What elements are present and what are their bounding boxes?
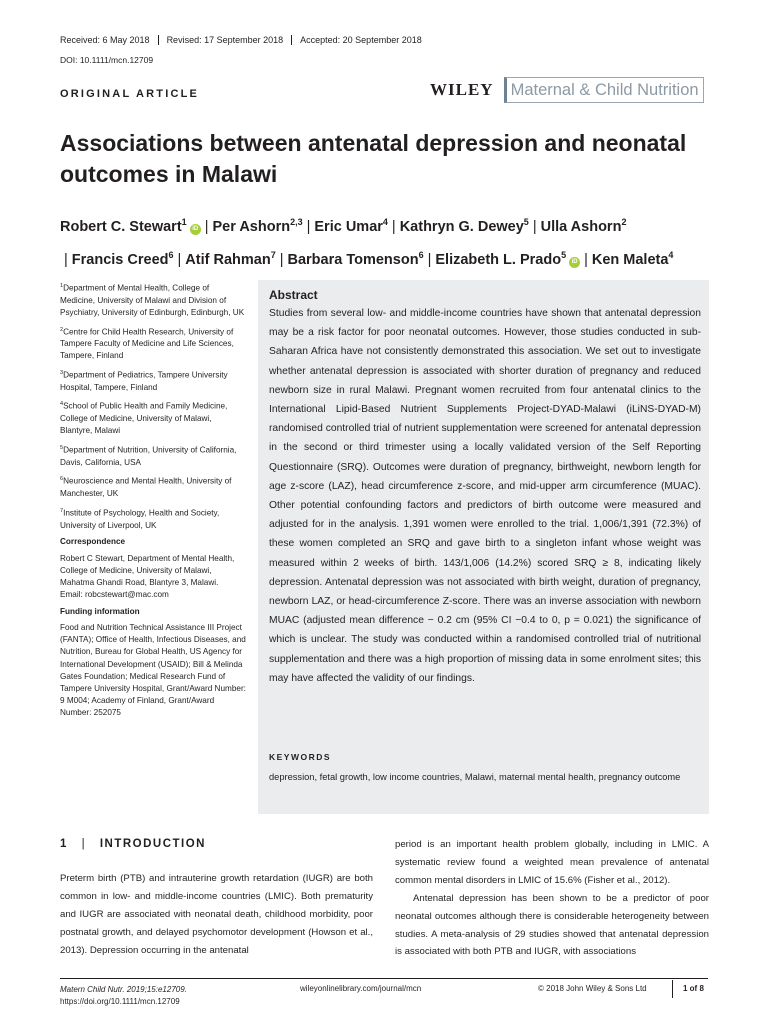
- orcid-icon[interactable]: iD: [190, 224, 201, 235]
- author-name[interactable]: Kathryn G. Dewey: [399, 218, 524, 235]
- affiliation-number: 7: [60, 507, 64, 514]
- author-affiliation-ref: 1: [181, 217, 187, 227]
- author-separator: |: [306, 218, 311, 235]
- correspondence-heading: Correspondence: [60, 537, 126, 547]
- affiliation: [60, 398, 246, 437]
- author-affiliation-ref: 4: [668, 249, 674, 260]
- abstract-heading: Abstract: [269, 288, 318, 302]
- author-separator: |: [177, 251, 182, 268]
- author-separator: |: [64, 251, 68, 268]
- affiliations-column: [60, 280, 246, 724]
- section-heading: 1 | INTRODUCTION: [60, 838, 206, 850]
- affiliation-number: 1: [60, 283, 64, 289]
- affiliation: [60, 473, 246, 500]
- footer-site-link[interactable]: wileyonlinelibrary.com/journal/mcn: [300, 984, 422, 993]
- author-affiliation-ref: 7: [270, 249, 276, 260]
- affiliation-text: Department of Nutrition, University of California, Davis, California, USA: [60, 445, 237, 467]
- intro-paragraph-2: period is an important health problem globally, including in LMIC. A systematic review found a weighted mean prevalence of antenatal common mental disorders in LMIC of 15.6% (Fisher et al., 2012).: [395, 839, 709, 886]
- affiliation-number: 3: [60, 370, 64, 377]
- citation: Matern Child Nutr. 2019;15:e12709.: [60, 985, 187, 994]
- author-separator: |: [279, 251, 284, 268]
- author-affiliation-ref: 5: [523, 217, 529, 227]
- author-list: [60, 208, 720, 274]
- author-affiliation-ref: 6: [418, 249, 424, 260]
- affiliation-number: 5: [60, 444, 64, 451]
- affiliation-text: Centre for Child Health Research, University of Tampere Faculty of Medicine and Life Sciences, Tampere, Finland: [60, 327, 234, 361]
- keywords-heading: KEYWORDS: [269, 752, 332, 762]
- affiliation-text: Institute of Psychology, Health and Society, University of Liverpool, UK: [60, 508, 220, 530]
- affiliation-text: School of Public Health and Family Medicine, College of Medicine, University of Malawi, Blantyre, Malawi: [60, 402, 228, 436]
- author-separator: |: [532, 218, 537, 235]
- intro-column-2: [395, 836, 709, 961]
- correspondence-text: Robert C Stewart, Department of Mental Health, College of Medicine, University of Malawi, Mahatma Ghandi Road, Blantyre 3, Malawi.: [60, 553, 235, 588]
- keywords-text: depression, fetal growth, low income countries, Malawi, maternal mental health, pregnancy outcome: [269, 772, 681, 782]
- author-name[interactable]: Per Ashorn: [212, 218, 291, 235]
- author-affiliation-ref: 2,3: [290, 217, 303, 227]
- section-title: INTRODUCTION: [99, 838, 206, 850]
- affiliation-text: Department of Pediatrics, Tampere University Hospital, Tampere, Finland: [60, 370, 228, 392]
- author-affiliation-ref: 6: [168, 249, 174, 260]
- author-affiliation-ref: 5: [561, 249, 567, 260]
- affiliation-list: [60, 280, 246, 532]
- affiliation: [60, 442, 246, 469]
- author-name[interactable]: Elizabeth L. Prado: [435, 251, 562, 268]
- received-date: Received: 6 May 2018: [60, 35, 150, 45]
- page-number: 1 of 8: [672, 980, 704, 998]
- article-title: Associations between antenatal depression and neonatal outcomes in Malawi: [60, 130, 687, 187]
- journal-name: Maternal & Child Nutrition: [504, 77, 704, 103]
- author-name[interactable]: Eric Umar: [314, 218, 383, 235]
- publisher-logo: WILEY: [430, 80, 494, 99]
- author-affiliation-ref: 4: [382, 217, 388, 227]
- section-number: 1: [60, 838, 68, 850]
- author-affiliation-ref: 2: [621, 217, 627, 227]
- affiliation: [60, 505, 246, 532]
- author-name[interactable]: Ken Maleta: [591, 251, 669, 268]
- journal-logo: [430, 77, 704, 103]
- author-separator: |: [427, 251, 432, 268]
- correspondence-email[interactable]: Email: robcstewart@mac.com: [60, 590, 169, 600]
- affiliation: [60, 324, 246, 363]
- author-name[interactable]: Ulla Ashorn: [540, 218, 622, 235]
- revised-date: Revised: 17 September 2018: [158, 35, 292, 45]
- orcid-icon[interactable]: iD: [569, 257, 580, 268]
- intro-paragraph-3: Antenatal depression has been shown to be a predictor of poor neonatal outcomes although there is considerable heterogeneity between studies. A meta-analysis of 29 studies showed that antenatal depression is associated with both PTB and IUGR, with associations: [395, 892, 709, 958]
- author-name[interactable]: Francis Creed: [71, 251, 169, 268]
- citation-doi[interactable]: https://doi.org/10.1111/mcn.12709: [60, 997, 180, 1006]
- intro-paragraph-1: Preterm birth (PTB) and intrauterine growth retardation (IUGR) are both common in low- and middle-income countries (LMIC). Both prematurity and IUGR are associated with neonatal death, childhood morbidity, poor postnatal growth, and delayed psychomotor development (Howson et al., 2013). Depression occurring in the antenatal: [60, 873, 373, 956]
- footer-citation: [60, 984, 187, 1008]
- author-separator: |: [391, 218, 396, 235]
- affiliation-number: 6: [60, 476, 64, 483]
- author-name[interactable]: Atif Rahman: [185, 251, 271, 268]
- footer-copyright: © 2018 John Wiley & Sons Ltd: [538, 984, 647, 993]
- author-separator: |: [204, 218, 209, 235]
- affiliation: [60, 280, 246, 319]
- affiliation-text: Neuroscience and Mental Health, University of Manchester, UK: [60, 477, 232, 499]
- affiliation-text: Department of Mental Health, College of Medicine, University of Malawi and Division of Psychiatry, University of Edinburgh, Edinburgh, UK: [60, 283, 245, 317]
- accepted-date: Accepted: 20 September 2018: [291, 35, 430, 45]
- author-name[interactable]: Robert C. Stewart: [60, 218, 182, 235]
- doi[interactable]: DOI: 10.1111/mcn.12709: [60, 55, 154, 65]
- affiliation: [60, 367, 246, 394]
- author-separator: |: [584, 251, 588, 268]
- article-type: ORIGINAL ARTICLE: [60, 88, 200, 100]
- abstract-text: Studies from several low- and middle-income countries have shown that antenatal depression may be a risk factor for poor neonatal outcomes. However, those studies conducted in sub-Saharan Africa have not consistently demonstrated this association. We set out to investigate whether antenatal depression is associated with shorter duration of pregnancy and reduced newborn size in rural Malawi. Pregnant women recruited from four antenatal clinics to the International Lipid-Based Nutrient Supplements Project-DYAD-Malawi (iLiNS-DYAD-M) randomised controlled trial of nutrient supplementation were screened for antenatal depression in the second or third trimester using a locally validated version of the Self Reporting Questionnaire (SRQ). Outcomes were duration of pregnancy, birthweight, newborn length for age z-score (LAZ), head circumference z-score, and mid-upper arm circumference (MUAC). Other potential confounding factors and predictors of birth outcome were measured and adjusted for in the analysis. 1,391 women were enrolled to the trial. 1,006/1,391 (72.3%) of these women completed an SRQ and gave birth to a singleton infant whose weight was measured within 2 weeks of birth. 143/1,006 (14.2%) scored SRQ ≥ 8, indicating likely depression. Antenatal depression was not associated with birth weight, duration of pregnancy, newborn LAZ, or head-circumference Z-score. There was an inverse association with newborn MUAC (adjusted mean difference − 0.2 cm (95% CI −0.4 to 0, p = 0.021) the significance of which is unclear. The study was conducted within a randomised controlled trial of nutritional supplementation and there was a high proportion of missing data in some enrolment sites; this may have affected the validity of our findings.: [269, 308, 701, 684]
- funding-heading: Funding information: [60, 606, 140, 616]
- affiliation-number: 2: [60, 326, 64, 333]
- article-dates: [60, 35, 430, 45]
- footer-rule: [60, 978, 708, 979]
- author-name[interactable]: Barbara Tomenson: [287, 251, 419, 268]
- abstract-box: [258, 280, 709, 814]
- affiliation-number: 4: [60, 401, 64, 408]
- funding-text: Food and Nutrition Technical Assistance III Project (FANTA); Office of Health, Infectious Diseases, and Nutrition, Bureau for Global Health, US Agency for International Development (USAID); Bill & Melinda Gates Foundation; Medical Research Fund of Tampere University Hospital, Grant/Award Number: 9 M004; Academy of Finland, Grant/Award Number: 252075: [60, 623, 246, 717]
